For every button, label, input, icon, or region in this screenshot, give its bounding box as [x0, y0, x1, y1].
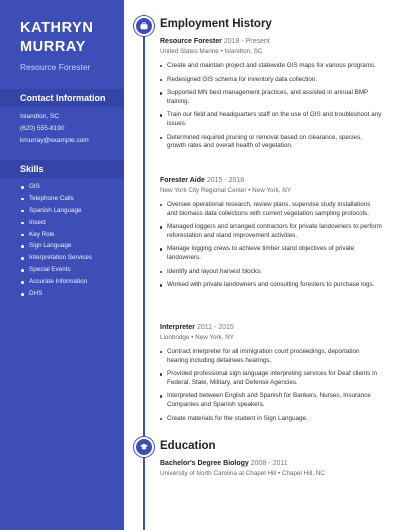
graduation-cap-icon: [140, 443, 148, 451]
contact-section-header: [0, 89, 124, 107]
skill-item: Key Role: [20, 229, 92, 241]
contact-heading: Contact Information: [20, 93, 106, 103]
education-marker: [134, 437, 154, 457]
job-bullet: Managed loggers and arranged contractors for private landowners to perform reforestation and stand improvement activities.: [160, 223, 382, 240]
job-employer: New York City Regional Center: [160, 187, 247, 194]
job-bullet: Manage logging crews to achieve timber stand objectives of private landowners.: [160, 245, 382, 262]
skills-section-header: [0, 160, 124, 178]
skill-item: Insect: [20, 217, 92, 229]
job-bullet: Contract interpreter for all immigration court proceedings, deportation hearing including detainees hearings.: [160, 348, 382, 365]
job-bullet: Provided professional sign language interpreting services for Deaf clients in Federal, State, Military, and Defense Agencies.: [160, 370, 382, 387]
job-meta: Lionbridge • New York, NY: [160, 334, 234, 341]
employment-marker: [134, 16, 154, 36]
job-location: New York, NY: [252, 187, 292, 194]
skill-item: Interpretation Services: [20, 252, 92, 264]
contact-email[interactable]: kmurray@example.com: [20, 137, 89, 144]
skill-item: Special Events: [20, 264, 92, 276]
contact-location: Islandton, SC: [20, 113, 60, 120]
degree: Bachelor's Degree Biology: [160, 460, 249, 467]
skills-list: [20, 181, 92, 300]
school-name: University of North Carolina at Chapel Hill: [160, 470, 277, 477]
job-meta: New York City Regional Center • New York, NY: [160, 187, 292, 194]
skills-heading: Skills: [20, 164, 44, 174]
job-bullet: Create materials for the student in Sign Language.: [160, 415, 382, 424]
job-bullet: Worked with private landowners and consulting foresters to purchase logs.: [160, 281, 382, 290]
job-title-line: [160, 38, 270, 45]
skill-item: Telephone Calls: [20, 193, 92, 205]
job-title: Resource Forester: [160, 38, 222, 45]
job-bullet: Train our field and headquarters staff on the use of GIS and troubleshoot any issues.: [160, 111, 382, 128]
job-bullet: Identify and layout harvest blocks.: [160, 268, 382, 277]
job-employer: Lionbridge: [160, 334, 190, 341]
skill-item: GIS: [20, 181, 92, 193]
job-employer: United States Marine: [160, 48, 219, 55]
job-location: New York, NY: [195, 334, 234, 341]
job-title-line: [160, 177, 244, 184]
job-bullet: Create and maintain project and statewide GIS maps for various programs.: [160, 62, 382, 71]
job-location: Islandton, SC: [224, 48, 263, 55]
degree-dates: 2008 - 2011: [250, 460, 288, 467]
job-title: Forester Aide: [160, 177, 205, 184]
job-bullet: Oversee operational research, review plans, supervise study installations and biomass data collections with current vegetation sampling protocols.: [160, 201, 382, 218]
sidebar: [0, 0, 124, 530]
job-bullet: Determined required pruning or removal based on clearance, species, growth rates and overall health of vegetation.: [160, 134, 382, 151]
school-meta: University of North Carolina at Chapel Hill • Chapel Hill, NC: [160, 470, 325, 477]
job-bullets: [160, 201, 382, 290]
job-title: Interpreter: [160, 324, 196, 331]
job-bullets: [160, 348, 382, 423]
job-bullet: Interpreted between English and Spanish for Bankers, Nurses, Insurance Companies and Spanish speakers.: [160, 392, 382, 409]
job-bullet: Supported MN best management practices, and assisted in annual BMP training.: [160, 89, 382, 106]
job-dates: 2018 - Present: [223, 38, 270, 45]
job-meta: United States Marine • Islandton, SC: [160, 48, 263, 55]
skill-item: Accurate Information: [20, 276, 92, 288]
school-location: Chapel Hill, NC: [281, 470, 325, 477]
job-title-line: [160, 324, 234, 331]
job-bullets: [160, 62, 382, 151]
job-dates: 2015 - 2018: [206, 177, 245, 184]
skill-item: DHS: [20, 288, 92, 300]
candidate-role: Resource Forester: [20, 62, 91, 72]
education-heading: Education: [160, 440, 216, 452]
contact-phone: (620) 555-8190: [20, 125, 65, 132]
skill-item: Sign Language: [20, 240, 92, 252]
job-bullet: Redesigned GIS schema for inventory data collection.: [160, 76, 382, 85]
degree-line: [160, 460, 288, 467]
job-dates: 2011 - 2015: [196, 324, 234, 331]
employment-heading: Employment History: [160, 18, 272, 30]
skill-item: Spanish Language: [20, 205, 92, 217]
briefcase-icon: [140, 22, 148, 30]
candidate-name: KATHRYN MURRAY: [20, 20, 94, 55]
